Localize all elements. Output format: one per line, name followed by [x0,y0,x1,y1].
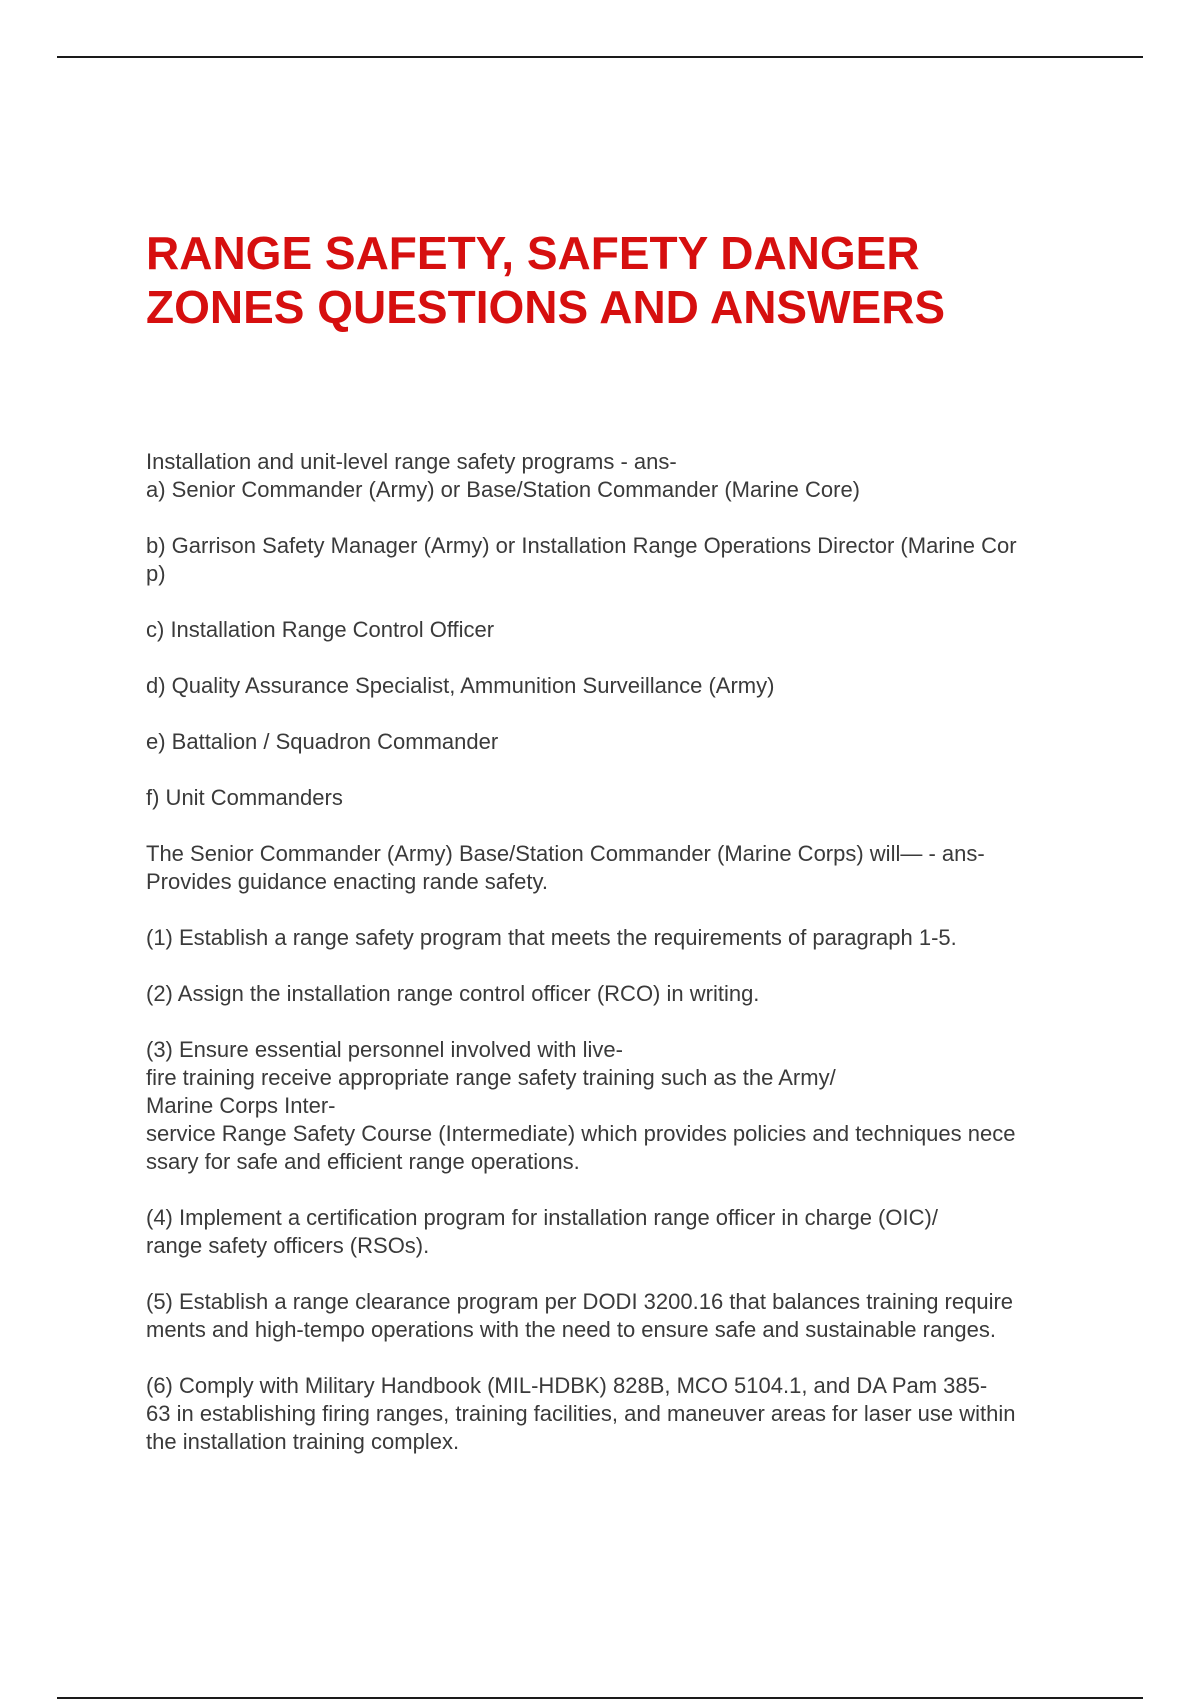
title-line-1: RANGE SAFETY, SAFETY DANGER [146,227,920,279]
text-line: c) Installation Range Control Officer [146,617,495,642]
paragraph-point-5 [146,1288,1096,1344]
text-line: the installation training complex. [146,1429,460,1454]
text-line: (6) Comply with Military Handbook (MIL-HDBK) 828B, MCO 5104.1, and DA Pam 385- [146,1373,988,1398]
text-line: (2) Assign the installation range control officer (RCO) in writing. [146,981,760,1006]
text-line: (5) Establish a range clearance program per DODI 3200.16 that balances training require [146,1289,1014,1314]
document-body [146,448,1096,1484]
paragraph-item-e [146,728,1096,756]
text-line: a) Senior Commander (Army) or Base/Station Commander (Marine Core) [146,477,861,502]
text-line: (4) Implement a certification program for installation range officer in charge (OIC)/ [146,1205,938,1230]
text-line: The Senior Commander (Army) Base/Station Commander (Marine Corps) will— - ans- [146,841,985,866]
page-title [146,226,1106,334]
paragraph-point-3 [146,1036,1096,1176]
paragraph-intro-question [146,448,1096,504]
paragraph-item-f [146,784,1096,812]
text-line: e) Battalion / Squadron Commander [146,729,499,754]
text-line: Provides guidance enacting rande safety. [146,869,548,894]
text-line: fire training receive appropriate range safety training such as the Army/ [146,1065,836,1090]
text-line: ssary for safe and efficient range operations. [146,1149,580,1174]
text-line: p) [146,561,166,586]
paragraph-second-question [146,840,1096,896]
text-line: service Range Safety Course (Intermediate) which provides policies and techniques nece [146,1121,1016,1146]
text-line: (3) Ensure essential personnel involved with live- [146,1037,623,1062]
paragraph-point-4 [146,1204,1096,1260]
paragraph-point-6 [146,1372,1096,1456]
text-line: d) Quality Assurance Specialist, Ammunition Surveillance (Army) [146,673,775,698]
text-line: f) Unit Commanders [146,785,343,810]
paragraph-item-d [146,672,1096,700]
text-line: Marine Corps Inter- [146,1093,336,1118]
text-line: b) Garrison Safety Manager (Army) or Installation Range Operations Director (Marine Cor [146,533,1017,558]
title-line-2: ZONES QUESTIONS AND ANSWERS [146,281,946,333]
paragraph-item-b [146,532,1096,588]
paragraph-item-c [146,616,1096,644]
footer-rule [57,1697,1143,1699]
text-line: Installation and unit-level range safety programs - ans- [146,449,677,474]
paragraph-point-2 [146,980,1096,1008]
text-line: (1) Establish a range safety program that meets the requirements of paragraph 1-5. [146,925,957,950]
text-line: ments and high-tempo operations with the need to ensure safe and sustainable ranges. [146,1317,996,1342]
header-rule [57,56,1143,58]
text-line: range safety officers (RSOs). [146,1233,430,1258]
paragraph-point-1 [146,924,1096,952]
text-line: 63 in establishing firing ranges, training facilities, and maneuver areas for laser use within [146,1401,1016,1426]
